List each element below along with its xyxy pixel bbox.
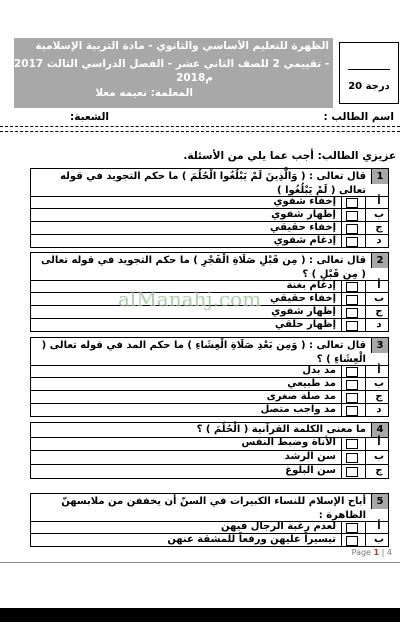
question-1-options: [30, 196, 389, 248]
option-row[interactable]: [30, 404, 389, 417]
question-text: قال تعالى : ( مِن قَبْلِ صَلَاةِ الْفَجْرِ ) ما حكم التجويد في قوله تعالى ( مِن قَبْلِ ) ؟: [40, 255, 366, 280]
question-text: أباح الإسلام للنساء الكبيرات في السنّ أن يخففن من ملابسهنّ الظاهرة :: [61, 496, 366, 521]
option-checkbox[interactable]: [346, 439, 358, 449]
question-5-options: [30, 521, 389, 547]
option-text: إخفاء شفوي: [273, 196, 336, 207]
watermark: alManahj.com: [118, 287, 262, 311]
header-line-exam: تقييمي 2 للصف الثاني عشر - الفصل الدراسي الثالث 2017 -: [14, 58, 330, 70]
option-letter: ج: [375, 391, 383, 402]
instructions: عزيزي الطالب: أجب عما يلي من الأسئلة.: [183, 150, 396, 162]
option-text: إدغام بغنة: [286, 280, 336, 291]
question-number: 1: [371, 169, 388, 184]
section-label: الشعبة:: [70, 111, 110, 123]
option-checkbox[interactable]: [346, 237, 358, 247]
option-text: مد صلة صغرى: [266, 391, 336, 402]
option-text: مد طبيعي: [287, 378, 336, 389]
option-row[interactable]: [30, 365, 389, 378]
option-letter: ج: [375, 465, 383, 476]
divider-dashed: [0, 126, 400, 132]
option-letter: د: [376, 319, 382, 330]
option-letter: أ: [377, 196, 381, 207]
option-row[interactable]: [30, 235, 389, 248]
page-word: Page: [351, 548, 371, 557]
page-footer: [352, 548, 392, 557]
question-3-options: [30, 365, 389, 417]
option-checkbox[interactable]: [346, 198, 358, 208]
option-checkbox[interactable]: [346, 453, 358, 463]
question-3: [30, 337, 389, 366]
option-row[interactable]: [30, 534, 389, 547]
option-letter: أ: [377, 437, 381, 448]
option-checkbox[interactable]: [346, 308, 358, 318]
option-row[interactable]: [30, 391, 389, 404]
option-letter: ب: [373, 293, 385, 304]
option-checkbox[interactable]: [346, 224, 358, 234]
option-row[interactable]: [30, 378, 389, 391]
question-2: [30, 252, 389, 281]
option-text: الأناة وضبط النفس: [241, 437, 336, 448]
option-text: إظهار شفوي: [271, 209, 336, 220]
option-checkbox[interactable]: [346, 380, 358, 390]
option-letter: ب: [373, 451, 385, 462]
question-text: ما معنى الكلمة القرآنية ( الْحُلُمَ ) ؟: [196, 424, 366, 435]
option-letter: أ: [377, 521, 381, 532]
option-row[interactable]: [30, 196, 389, 209]
question-5: [30, 493, 389, 522]
option-letter: ب: [373, 209, 385, 220]
header-line-teacher: المعلمة: نعيمه معلا: [95, 87, 193, 99]
option-letter: أ: [377, 280, 381, 291]
option-text: إدغام شفوي: [273, 235, 336, 246]
option-checkbox[interactable]: [346, 282, 358, 292]
header-line-year: 2018م: [176, 72, 213, 84]
option-letter: ب: [373, 534, 385, 545]
option-text: إخفاء حقيقي: [270, 293, 336, 304]
question-4-options: [30, 437, 389, 479]
option-row[interactable]: [30, 521, 389, 534]
header-banner: [14, 38, 333, 108]
option-checkbox[interactable]: [346, 393, 358, 403]
option-text: مد بدل: [302, 365, 336, 376]
option-checkbox[interactable]: [346, 536, 358, 546]
score-label: درجة 20: [348, 81, 390, 92]
option-text: لعدم رغبة الرجال فيهن: [221, 521, 336, 532]
option-checkbox[interactable]: [346, 523, 358, 533]
page-total: 4: [386, 548, 392, 557]
option-letter: د: [376, 235, 382, 246]
option-row[interactable]: [30, 319, 389, 332]
score-blank-line: [348, 69, 390, 70]
option-text: مد واجب متصل: [260, 404, 336, 415]
question-text: قال تعالى : ( وَالَّذِينَ لَمْ يَبْلُغُوا الْحُلُمَ ) ما حكم التجويد في قوله تعالى ( لَمْ يَبْلُغُوا ): [60, 171, 366, 196]
option-text: إظهار شفوي: [271, 306, 336, 317]
student-name-label: اسم الطالب :: [323, 111, 394, 123]
option-letter: ب: [373, 378, 385, 389]
question-number: 2: [371, 253, 388, 268]
option-text: سن البلوغ: [285, 465, 336, 476]
option-row[interactable]: [30, 451, 389, 465]
option-text: تيسيراً عليهن ورفعاً للمشقة عنهن: [167, 534, 336, 545]
page-number: 1: [373, 548, 380, 557]
page-separator: |: [381, 548, 385, 557]
option-checkbox[interactable]: [346, 321, 358, 331]
option-letter: ج: [375, 306, 383, 317]
bottom-bar: [0, 608, 400, 622]
option-checkbox[interactable]: [346, 367, 358, 377]
option-row[interactable]: [30, 209, 389, 222]
question-number: 3: [371, 338, 388, 353]
option-text: إخفاء حقيقي: [270, 222, 336, 233]
option-row[interactable]: [30, 437, 389, 451]
option-checkbox[interactable]: [346, 295, 358, 305]
question-number: 5: [371, 494, 388, 509]
option-text: إظهار حلقي: [274, 319, 336, 330]
option-text: سن الرشد: [284, 451, 336, 462]
option-letter: د: [376, 404, 382, 415]
question-number: 4: [371, 423, 388, 437]
question-4: [30, 422, 389, 438]
option-checkbox[interactable]: [346, 211, 358, 221]
question-text: قال تعالى : ( وَمِن بَعْدِ صَلَاةِ الْعِشَاءِ ) ما حكم المد في قوله تعالى ( الْعِشَاءِ ) ؟: [41, 340, 366, 365]
option-checkbox[interactable]: [346, 406, 358, 416]
option-checkbox[interactable]: [346, 467, 358, 477]
header-line-school: الظهرة للتعليم الأساسي والثانوي - مادة التربية الإسلامية: [35, 40, 329, 52]
option-row[interactable]: [30, 465, 389, 479]
page-break-line: [0, 562, 400, 563]
option-row[interactable]: [30, 222, 389, 235]
option-letter: ج: [375, 222, 383, 233]
option-letter: أ: [377, 365, 381, 376]
question-1: [30, 168, 389, 197]
score-box: [339, 42, 399, 104]
